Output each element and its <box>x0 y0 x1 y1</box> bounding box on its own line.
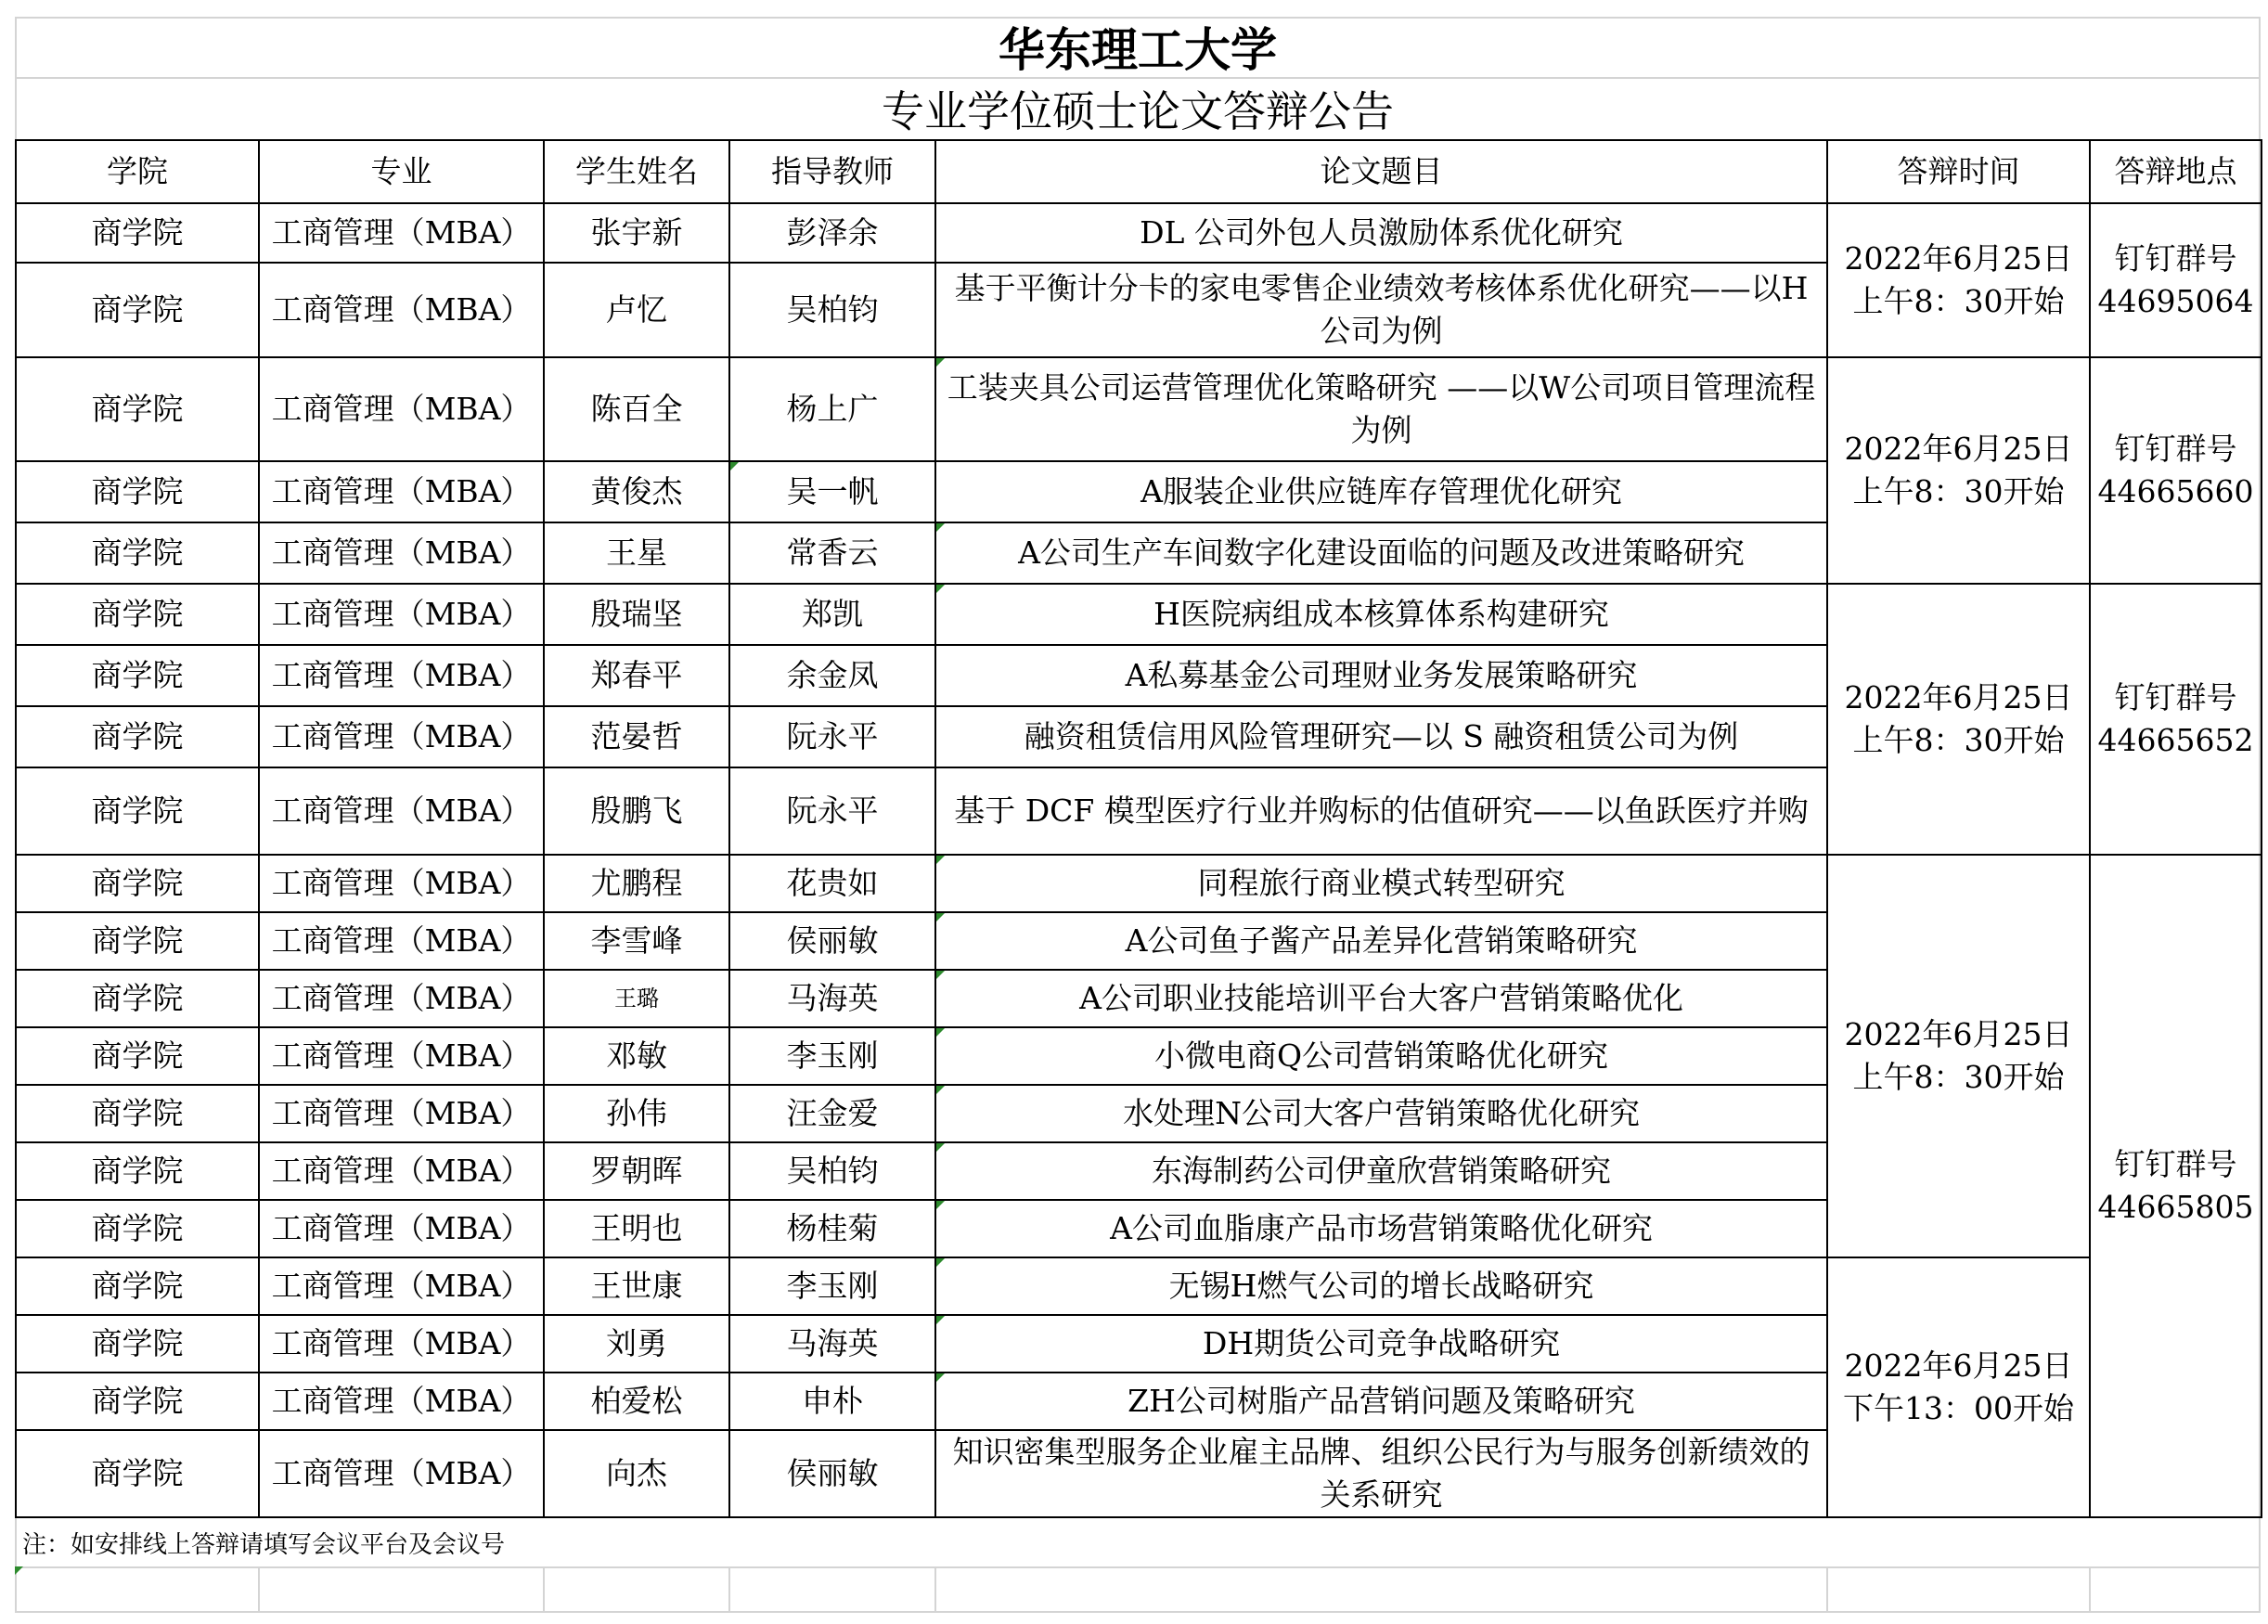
place-label: 钉钉群号 <box>2114 679 2237 715</box>
header-thesis: 论文题目 <box>935 140 1827 203</box>
place-label: 钉钉群号 <box>2114 1146 2237 1182</box>
place-cell-group-4 <box>2090 855 2262 1517</box>
student-cell: 卢忆 <box>544 263 729 357</box>
time-date: 2022年6月25日 <box>1844 1016 2073 1052</box>
place-number: 44665805 <box>2097 1189 2254 1225</box>
university-title: 华东理工大学 <box>999 23 1277 77</box>
college-cell: 商学院 <box>16 1200 259 1257</box>
time-start: 下午13：00开始 <box>1843 1390 2074 1426</box>
thesis-cell: 基于 DCF 模型医疗行业并购标的估值研究——以鱼跃医疗并购 <box>935 767 1827 855</box>
major-cell: 工商管理（MBA） <box>259 203 544 263</box>
major-cell: 工商管理（MBA） <box>259 767 544 855</box>
major-cell: 工商管理（MBA） <box>259 357 544 461</box>
student-cell: 陈百全 <box>544 357 729 461</box>
thesis-cell: A公司血脂康产品市场营销策略优化研究 <box>935 1200 1827 1257</box>
place-cell-group-2 <box>2090 357 2262 584</box>
advisor-cell: 花贵如 <box>729 855 935 912</box>
time-date: 2022年6月25日 <box>1844 679 2073 715</box>
footnote: 注：如安排线上答辩请填写会议平台及会议号 <box>22 1530 506 1559</box>
advisor-cell: 阮永平 <box>729 767 935 855</box>
advisor-cell: 侯丽敏 <box>729 912 935 970</box>
major-cell: 工商管理（MBA） <box>259 263 544 357</box>
major-cell: 工商管理（MBA） <box>259 1430 544 1517</box>
advisor-cell: 李玉刚 <box>729 1257 935 1315</box>
place-cell-group-1 <box>2090 203 2262 357</box>
time-cell-group-4 <box>1827 855 2090 1257</box>
student-cell: 殷鹏飞 <box>544 767 729 855</box>
thesis-cell: DL 公司外包人员激励体系优化研究 <box>935 203 1827 263</box>
student-cell: 邓敏 <box>544 1027 729 1085</box>
thesis-cell: ZH公司树脂产品营销问题及策略研究 <box>935 1373 1827 1430</box>
advisor-cell: 侯丽敏 <box>729 1430 935 1517</box>
student-cell: 王世康 <box>544 1257 729 1315</box>
student-cell: 郑春平 <box>544 645 729 706</box>
header-student: 学生姓名 <box>544 140 729 203</box>
student-cell: 张宇新 <box>544 203 729 263</box>
grid-col-5 <box>1826 1566 1828 1613</box>
place-number: 44695064 <box>2097 283 2254 319</box>
header-college: 学院 <box>16 140 259 203</box>
student-cell: 柏爱松 <box>544 1373 729 1430</box>
college-cell: 商学院 <box>16 912 259 970</box>
table-row <box>16 357 2262 461</box>
place-label: 钉钉群号 <box>2114 431 2237 467</box>
thesis-cell: 知识密集型服务企业雇主品牌、组织公民行为与服务创新绩效的关系研究 <box>935 1430 1827 1517</box>
college-cell: 商学院 <box>16 645 259 706</box>
advisor-cell: 马海英 <box>729 970 935 1027</box>
thesis-cell: 水处理N公司大客户营销策略优化研究 <box>935 1085 1827 1142</box>
grid-col-3 <box>728 1566 730 1613</box>
college-cell: 商学院 <box>16 1085 259 1142</box>
time-date: 2022年6月25日 <box>1844 240 2073 277</box>
thesis-cell: 小微电商Q公司营销策略优化研究 <box>935 1027 1827 1085</box>
college-cell: 商学院 <box>16 584 259 645</box>
time-start: 上午8：30开始 <box>1852 722 2065 758</box>
time-cell-group-5 <box>1827 1257 2090 1517</box>
student-cell: 罗朝晖 <box>544 1142 729 1200</box>
advisor-cell: 彭泽余 <box>729 203 935 263</box>
thesis-cell: 基于平衡计分卡的家电零售企业绩效考核体系优化研究——以H公司为例 <box>935 263 1827 357</box>
college-cell: 商学院 <box>16 1430 259 1517</box>
place-cell-group-3 <box>2090 584 2262 855</box>
table-row <box>16 203 2262 263</box>
college-cell: 商学院 <box>16 1257 259 1315</box>
advisor-cell: 杨桂菊 <box>729 1200 935 1257</box>
college-cell: 商学院 <box>16 706 259 767</box>
student-cell: 王星 <box>544 522 729 584</box>
advisor-cell: 李玉刚 <box>729 1027 935 1085</box>
advisor-cell: 阮永平 <box>729 706 935 767</box>
major-cell: 工商管理（MBA） <box>259 706 544 767</box>
college-cell: 商学院 <box>16 203 259 263</box>
time-cell-group-3 <box>1827 584 2090 855</box>
advisor-cell: 吴柏钧 <box>729 1142 935 1200</box>
time-date: 2022年6月25日 <box>1844 431 2073 467</box>
major-cell: 工商管理（MBA） <box>259 1142 544 1200</box>
advisor-cell: 申朴 <box>729 1373 935 1430</box>
major-cell: 工商管理（MBA） <box>259 1315 544 1373</box>
college-cell: 商学院 <box>16 1373 259 1430</box>
thesis-cell: 无锡H燃气公司的增长战略研究 <box>935 1257 1827 1315</box>
college-cell: 商学院 <box>16 855 259 912</box>
college-cell: 商学院 <box>16 1315 259 1373</box>
thesis-cell: A公司生产车间数字化建设面临的问题及改进策略研究 <box>935 522 1827 584</box>
header-major: 专业 <box>259 140 544 203</box>
advisor-cell: 杨上广 <box>729 357 935 461</box>
major-cell: 工商管理（MBA） <box>259 1085 544 1142</box>
advisor-cell: 吴一帆 <box>729 461 935 522</box>
advisor-cell: 郑凯 <box>729 584 935 645</box>
thesis-cell: A公司鱼子酱产品差异化营销策略研究 <box>935 912 1827 970</box>
student-cell: 黄俊杰 <box>544 461 729 522</box>
grid-col-2 <box>543 1566 545 1613</box>
grid-bottom <box>15 1611 2261 1613</box>
major-cell: 工商管理（MBA） <box>259 1257 544 1315</box>
announcement-title: 专业学位硕士论文答辩公告 <box>882 86 1394 136</box>
major-cell: 工商管理（MBA） <box>259 1200 544 1257</box>
header-row <box>16 140 2262 203</box>
time-cell-group-2 <box>1827 357 2090 584</box>
time-start: 上午8：30开始 <box>1852 473 2065 509</box>
student-cell: 向杰 <box>544 1430 729 1517</box>
table-row <box>16 584 2262 645</box>
place-number: 44665652 <box>2097 722 2254 758</box>
student-cell: 李雪峰 <box>544 912 729 970</box>
thesis-cell: A公司职业技能培训平台大客户营销策略优化 <box>935 970 1827 1027</box>
header-advisor: 指导教师 <box>729 140 935 203</box>
advisor-cell: 常香云 <box>729 522 935 584</box>
place-number: 44665660 <box>2097 473 2254 509</box>
advisor-cell: 吴柏钧 <box>729 263 935 357</box>
time-date: 2022年6月25日 <box>1844 1347 2073 1384</box>
thesis-cell: 工装夹具公司运营管理优化策略研究 ——以W公司项目管理流程为例 <box>935 357 1827 461</box>
college-cell: 商学院 <box>16 461 259 522</box>
student-cell: 刘勇 <box>544 1315 729 1373</box>
college-cell: 商学院 <box>16 767 259 855</box>
place-label: 钉钉群号 <box>2114 240 2237 277</box>
grid-col-4 <box>934 1566 936 1613</box>
thesis-cell: A服装企业供应链库存管理优化研究 <box>935 461 1827 522</box>
advisor-cell: 余金凤 <box>729 645 935 706</box>
advisor-cell: 汪金爱 <box>729 1085 935 1142</box>
header-place: 答辩地点 <box>2090 140 2262 203</box>
college-cell: 商学院 <box>16 1027 259 1085</box>
college-cell: 商学院 <box>16 1142 259 1200</box>
major-cell: 工商管理（MBA） <box>259 461 544 522</box>
table-row <box>16 1257 2262 1315</box>
student-cell: 王璐 <box>544 970 729 1027</box>
college-cell: 商学院 <box>16 357 259 461</box>
college-cell: 商学院 <box>16 263 259 357</box>
student-cell: 范晏哲 <box>544 706 729 767</box>
grid-col-6 <box>2089 1566 2091 1613</box>
major-cell: 工商管理（MBA） <box>259 584 544 645</box>
time-start: 上午8：30开始 <box>1852 1059 2065 1095</box>
college-cell: 商学院 <box>16 970 259 1027</box>
major-cell: 工商管理（MBA） <box>259 522 544 584</box>
defense-table <box>15 139 2262 1518</box>
table-row <box>16 855 2262 912</box>
thesis-cell: 融资租赁信用风险管理研究—以 S 融资租赁公司为例 <box>935 706 1827 767</box>
student-cell: 尤鹏程 <box>544 855 729 912</box>
cell-marker <box>15 1566 23 1575</box>
grid-note-bottom <box>15 1566 2261 1568</box>
grid-col-1 <box>258 1566 260 1613</box>
major-cell: 工商管理（MBA） <box>259 970 544 1027</box>
header-time: 答辩时间 <box>1827 140 2090 203</box>
thesis-cell: A私募基金公司理财业务发展策略研究 <box>935 645 1827 706</box>
thesis-cell: 同程旅行商业模式转型研究 <box>935 855 1827 912</box>
major-cell: 工商管理（MBA） <box>259 855 544 912</box>
major-cell: 工商管理（MBA） <box>259 1373 544 1430</box>
major-cell: 工商管理（MBA） <box>259 1027 544 1085</box>
thesis-cell: 东海制药公司伊童欣营销策略研究 <box>935 1142 1827 1200</box>
student-cell: 孙伟 <box>544 1085 729 1142</box>
thesis-cell: H医院病组成本核算体系构建研究 <box>935 584 1827 645</box>
student-cell: 殷瑞坚 <box>544 584 729 645</box>
time-start: 上午8：30开始 <box>1852 283 2065 319</box>
major-cell: 工商管理（MBA） <box>259 645 544 706</box>
college-cell: 商学院 <box>16 522 259 584</box>
thesis-cell: DH期货公司竞争战略研究 <box>935 1315 1827 1373</box>
major-cell: 工商管理（MBA） <box>259 912 544 970</box>
student-cell: 王明也 <box>544 1200 729 1257</box>
time-cell-group-1 <box>1827 203 2090 357</box>
advisor-cell: 马海英 <box>729 1315 935 1373</box>
